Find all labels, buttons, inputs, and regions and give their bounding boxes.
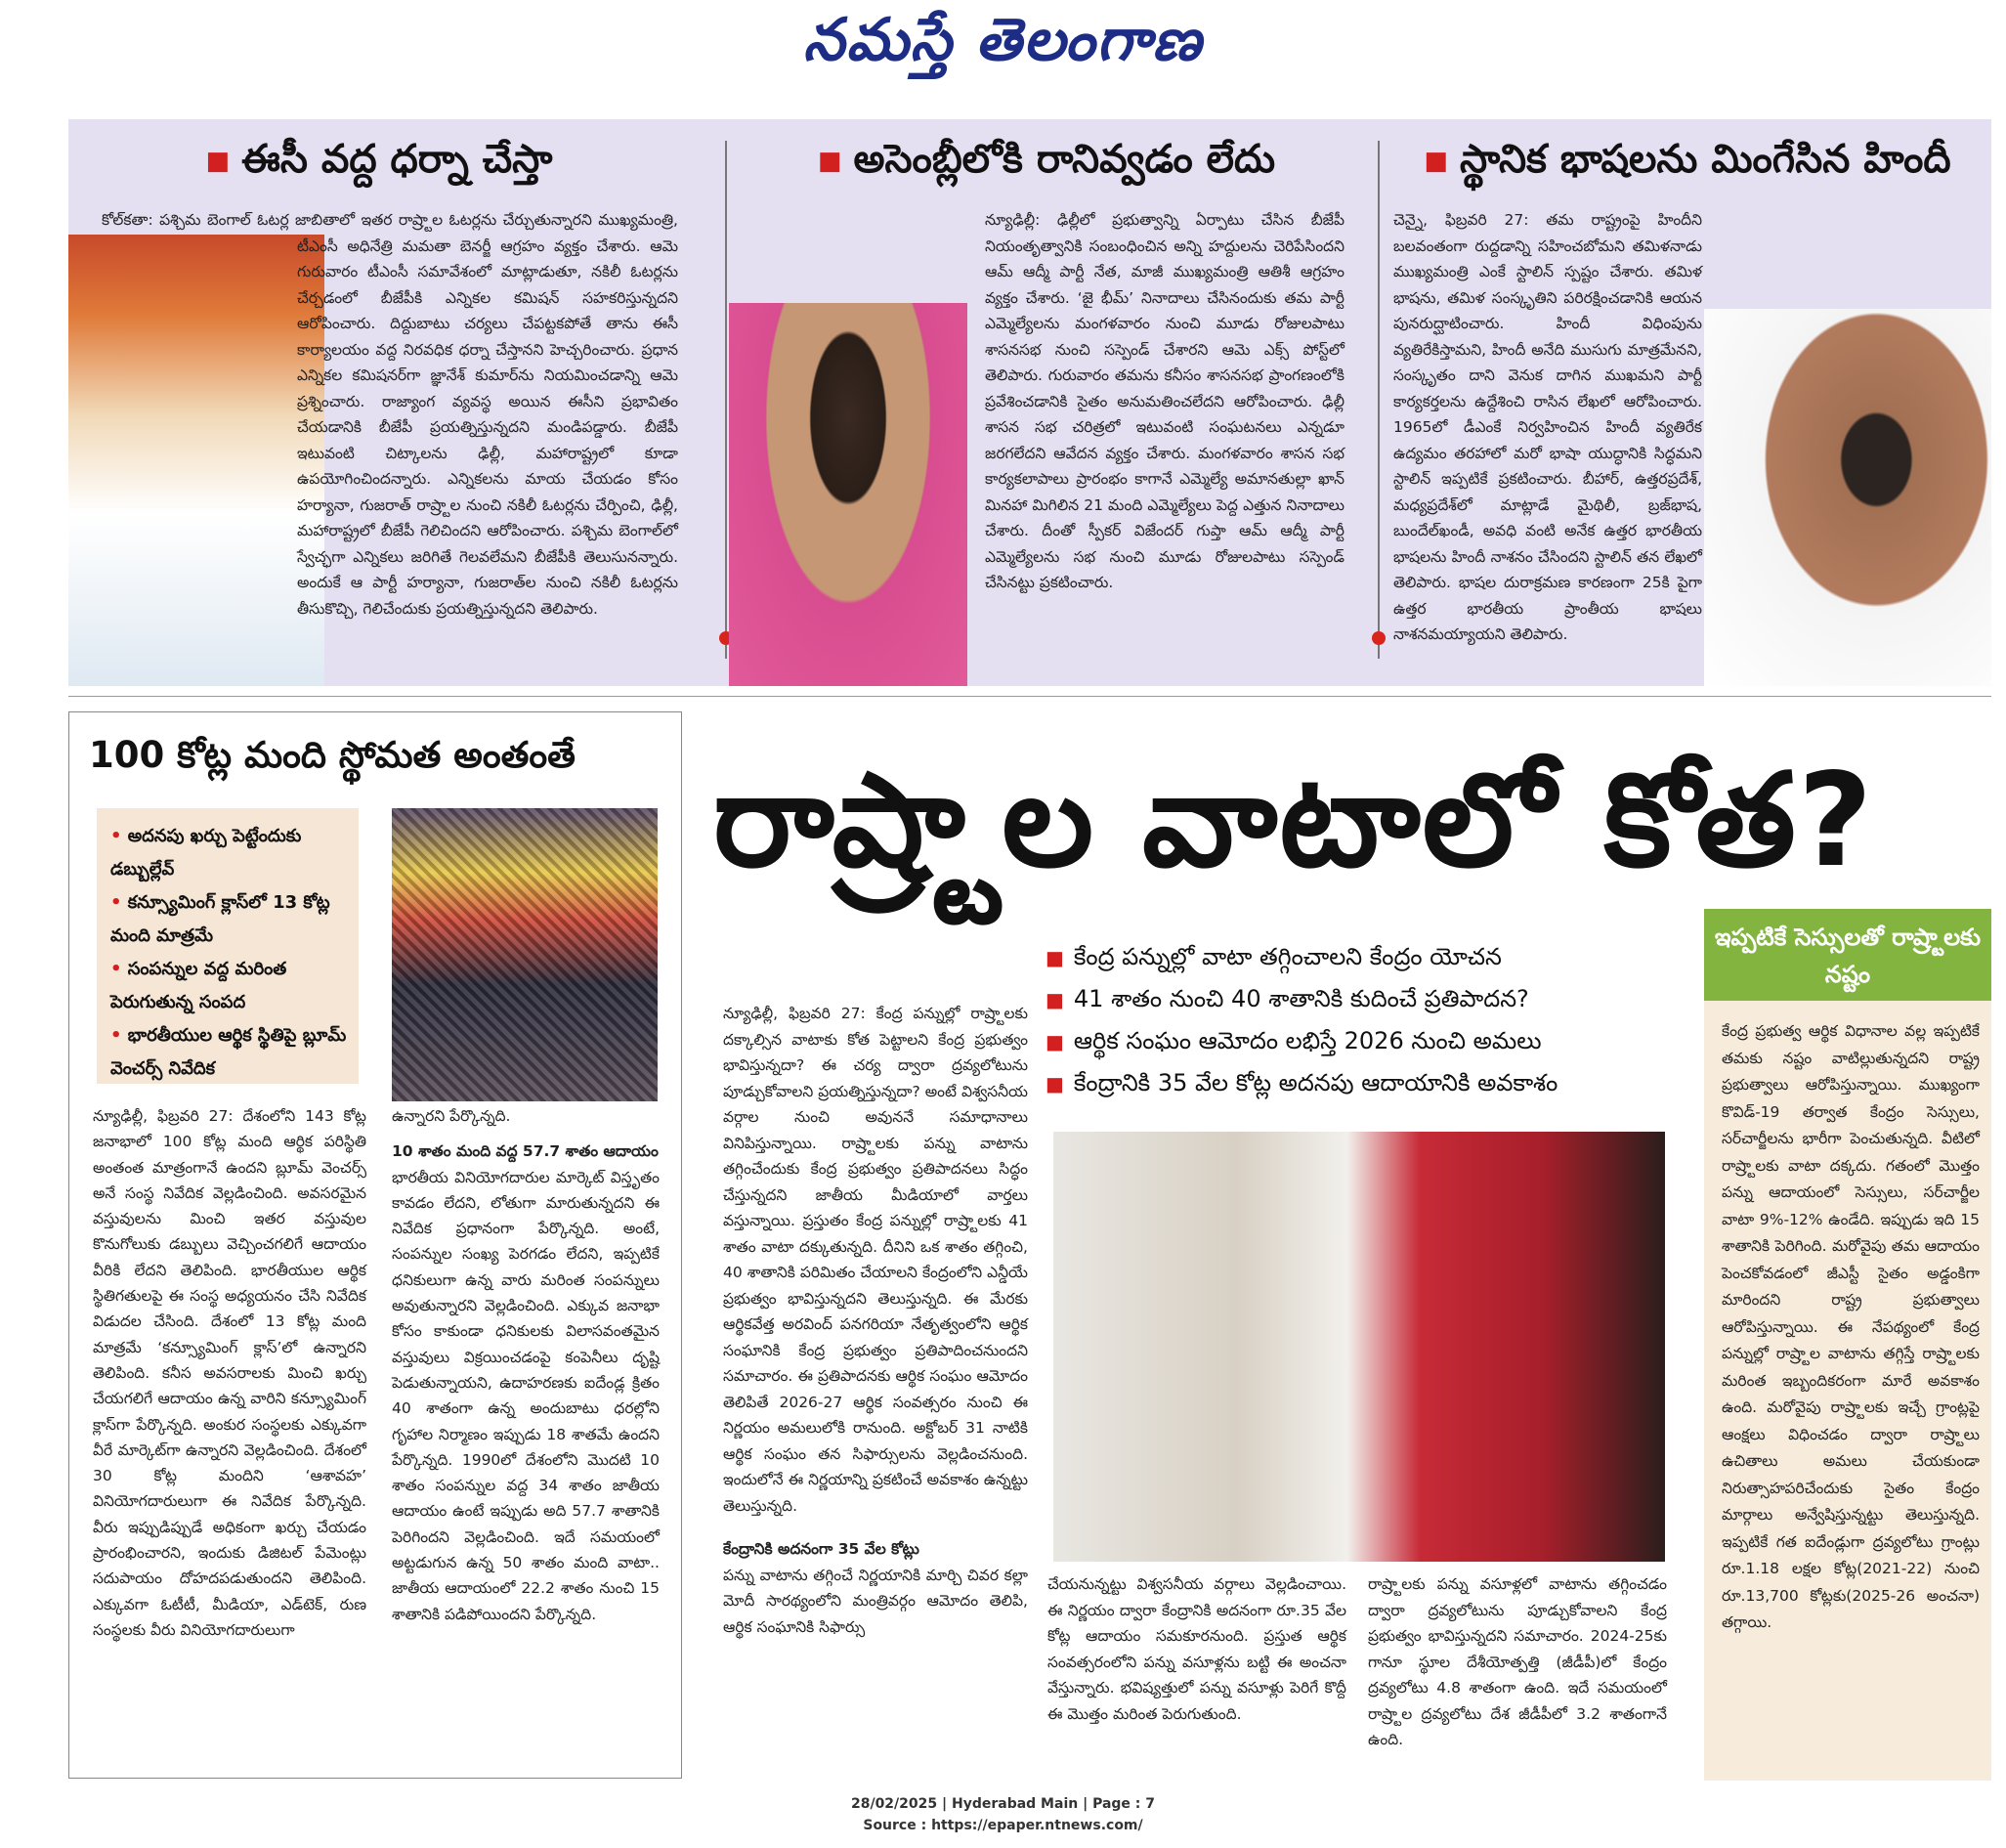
- modi-sitharaman-photo: [1053, 1132, 1665, 1562]
- photo-wrap-spacer: [739, 305, 985, 725]
- main-story-subhead: కేంద్రానికి అదనంగా 35 వేల కోట్లు: [723, 1540, 919, 1558]
- main-headline: రాష్ర్టాల వాటాలో కోత?: [713, 746, 1875, 896]
- top-story-3: [1384, 119, 1991, 686]
- main-story-col2: చేయనున్నట్టు విశ్వసనీయ వర్గాలు వెల్లడించాయి. ఈ నిర్ణయం ద్వారా కేంద్రానికి అదనంగా రూ.35 వేల కోట్ల ఆదాయం సమకూరనుంది. ప్రస్తుత ఆర్థిక సంవత్సరంలోని పన్ను వసూళ్లను బట్టి ఈ అంచనా వేస్తున్నారు. భవిష్యత్తులో పన్ను వసూళ్లు పెరిగే కొద్దీ ఈ మొత్తం మరింత పెరుగుతుంది.: [1047, 1575, 1346, 1723]
- main-story-col1-tail: పన్ను వాటాను తగ్గించే నిర్ణయానికి మార్చి చివర కల్లా మోదీ సారథ్యంలోని మంత్రివర్గం ఆమోదం తెలిపి, ఆర్థిక సంఘానికి సిఫార్సు: [723, 1566, 1028, 1636]
- sidebar-title: ఇప్పటికే సెస్సులతో రాష్ర్టాలకు నష్టం: [1704, 909, 1991, 1001]
- left-story-title: 100 కోట్ల మంది స్థోమత అంతంతే: [89, 734, 576, 776]
- left-story-col2-lead: ఉన్నారని పేర్కొన్నది.: [392, 1107, 511, 1125]
- red-square-icon: ■: [1046, 1072, 1064, 1096]
- page-info: 28/02/2025 | Hyderabad Main | Page : 7: [850, 1796, 1156, 1812]
- highlight-item: • అదనపు ఖర్చు పెట్టేందుకు డబ్బుల్లేవ్: [110, 826, 302, 880]
- red-square-icon: ■: [1046, 1030, 1064, 1053]
- sidebar-body: కేంద్ర ప్రభుత్వ ఆర్థిక విధానాల వల్ల ఇప్పటికే తమకు నష్టం వాటిల్లుతున్నదని రాష్ట్ర ప్రభుత్వాలు ఆరోపిస్తున్నాయి. ముఖ్యంగా కొవిడ్-19 తర్వాత కేంద్రం సెస్సులు, సర్‌చార్జీలను భారీగా పెంచుతున్నది. వీటిలో రాష్ర్టాలకు వాటా దక్కదు. గతంలో మొత్తం పన్ను ఆదాయంలో సెస్సులు, సర్‌చార్జీల వాటా 9%-12% ఉండేది. ఇప్పుడు ఇది 15 శాతానికి పెరిగింది. మరోవైపు తమ ఆదాయం పెంచకోవడంలో జీఎస్టీ సైతం అడ్డంకిగా మారిందని రాష్ట్ర ప్రభుత్వాలు ఆరోపిస్తున్నాయి. ఈ నేపథ్యంలో కేంద్ర పన్నుల్లో రాష్ర్టాల వాటాను తగ్గిస్తే రాష్ర్టాలకు మరింత ఇబ్బందికరంగా మారే అవకాశం ఉంది. మరోవైపు రాష్ర్టాలకు ఇచ్చే గ్రాంట్లపై ఆంక్షలు విధించడం ద్వారా రాష్ర్టాలు ఉచితాలు అమలు చేయకుండా నిరుత్సాహపరిచేందుకు సైతం కేంద్రం మార్గాలు అన్వేషిస్తున్నట్టు తెలుస్తున్నది. ఇప్పటికే గత ఐదేండ్లుగా ద్రవ్యలోటు గ్రాంట్లు రూ.1.18 లక్షల కోట్ల(2021-22) నుంచి రూ.13,700 కోట్లకు(2025-26 అంచనా) తగ్గాయి.: [1722, 1022, 1980, 1631]
- left-story-col2-text: భారతీయ వినియోగదారుల మార్కెట్ విస్తృతం కావడం లేదని, లోతుగా మారుతున్నదని ఈ నివేదిక ప్రధానంగా పేర్కొన్నది. అంటే, సంపన్నుల సంఖ్య పెరగడం లేదని, ఇప్పటికే ధనికులుగా ఉన్న వారు మరింత సంపన్నులు అవుతున్నారని వెల్లడించింది. ఎక్కువ జనాభా కోసం కాకుండా ధనికులకు విలాసవంతమైన వస్తువులు విక్రయించడంపై కంపెనీలు దృష్టి పెడుతున్నాయని, ఉదాహరణకు ఐదేండ్ల క్రితం 40 శాతంగా ఉన్న అందుబాటు ధరల్లోని గృహాల నిర్మాణం ఇప్పుడు 18 శాతమే ఉందని పేర్కొన్నది. 1990లో దేశంలోని మొదటి 10 శాతం సంపన్నుల వద్ద 34 శాతం జాతీయ ఆదాయం ఉంటే ఇప్పుడు అది 57.7 శాతానికి పెరిగిందని వెల్లడించింది. ఇదే సమయంలో అట్టడుగున ఉన్న 50 శాతం మంది వాటా.. జాతీయ ఆదాయంలో 22.2 శాతం నుంచి 15 శాతానికి పడిపోయిందని పేర్కొన్నది.: [392, 1168, 660, 1623]
- sidebar-box: [1704, 909, 1991, 1781]
- main-bullet: ■ ఆర్థిక సంఘం ఆమోదం లభిస్తే 2026 నుంచి అమలు: [1046, 1027, 1542, 1054]
- top-story-3-headline: ■ స్థానిక భాషలను మింగేసిన హిందీ: [1424, 137, 1951, 182]
- red-square-icon: ■: [205, 147, 231, 176]
- column-divider: [1378, 141, 1380, 659]
- highlight-item: • సంపన్నుల వద్ద మరింత పెరుగుతున్న సంపద: [110, 959, 287, 1012]
- top-story-1-body: కోల్‌కతా: పశ్చిమ బెంగాల్ ఓటర్ల జాబితాలో ఇతర రాష్ర్టాల ఓటర్లను చేర్చుతున్నారని ముఖ్యమంత్రి, టీఎంసీ అధినేత్రి మమతా బెనర్జీ ఆగ్రహం వ్యక్తం చేశారు. ఆమె గురువారం టీఎంసీ సమావేశంలో మాట్లాడుతూ, నకిలీ ఓటర్లను చేర్చడంలో బీజేపీకి ఎన్నికల కమిషన్ సహకరిస్తున్నదని ఆరోపించారు. దిద్దుబాటు చర్యలు చేపట్టకపోతే తాను ఈసీ కార్యాలయం వద్ద నిరవధిక ధర్నా చేస్తానని హెచ్చరించారు. ప్రధాన ఎన్నికల కమిషనర్‌గా జ్ఞానేశ్ కుమార్‌ను నియమించడాన్ని ఆమె ప్రశ్నించారు. రాజ్యాంగ వ్యవస్థ అయిన ఈసీని ప్రభావితం చేయడానికి బీజేపీ ప్రయత్నిస్తున్నదని మండిపడ్డారు. బీజేపీ ఇటువంటి చిట్కాలను ఢిల్లీ, మహారాష్ట్రలో కూడా ఉపయోగించిందన్నారు. ఎన్నికలను మాయ చేయడం కోసం హర్యానా, గుజరాత్ రాష్ర్టాల నుంచి నకిలీ ఓటర్లను చేర్పించి, ఢిల్లీ, మహారాష్ట్రలో బీజేపీ గెలిచిందని ఆరోపించారు. పశ్చిమ బెంగాల్‌లో స్వేచ్ఛగా ఎన్నికలు జరిగితే గెలవలేమని బీజేపీకి తెలుసునన్నారు. అందుకే ఆ పార్టీ హర్యానా, గుజరాత్‌ల నుంచి నకిలీ ఓటర్లను తీసుకొచ్చి, గెలిచేందుకు ప్రయత్నిస్తున్నదని తెలిపారు.: [102, 207, 678, 637]
- top-story-2-body: న్యూఢిల్లీ: ఢిల్లీలో ప్రభుత్వాన్ని ఏర్పాటు చేసిన బీజేపీ నియంతృత్వానికి సంబంధించిన అన్ని హద్దులను చెరిపేసిందని ఆమ్ ఆద్మీ పార్టీ నేత, మాజీ ముఖ్యమంత్రి ఆతిశీ ఆగ్రహం వ్యక్తం చేశారు. ‘జై భీమ్’ నినాదాలు చేసినందుకు తమ పార్టీ ఎమ్మెల్యేలను మంగళవారం నుంచి మూడు రోజులపాటు శాసనసభ నుంచి సస్పెండ్ చేశారని ఆమె ఎక్స్ పోస్ట్‌లో తెలిపారు. గురువారం తమను కనీసం శాసనసభ ప్రాంగణంలోకి ప్రవేశించడానికి సైతం అనుమతించలేదని ఆరోపించారు. ఢిల్లీ శాసన సభ చరిత్రలో ఇటువంటి సంఘటనలు ఎన్నడూ జరగలేదని ఆవేదన వ్యక్తం చేశారు. మంగళవారం శాసన సభ కార్యకలాపాలు ప్రారంభం కాగానే ఎమ్మెల్యే అమానతుల్లా ఖాన్ మినహా మిగిలిన 21 మంది ఎమ్మెల్యేలు పెద్ద ఎత్తున నినాదాలు చేశారు. దీంతో స్పీకర్ విజేందర్ గుప్తా ఆమ్ ఆద్మీ పార్టీ ఎమ్మెల్యేలను సభ నుంచి మూడు రోజులపాటు సస్పెండ్ చేసినట్టు ప్రకటించారు.: [739, 207, 1344, 725]
- top-story-2: [729, 119, 1364, 686]
- red-square-icon: ■: [1046, 988, 1064, 1011]
- main-story-col1: [723, 1001, 1028, 1640]
- section-divider: [68, 696, 1991, 697]
- main-bullet: ■ 41 శాతం నుంచి 40 శాతానికి కుదించే ప్రతిపాదన?: [1046, 985, 1529, 1012]
- top-story-2-headline: ■ అసెంబ్లీలోకి రానివ్వడం లేదు: [817, 137, 1276, 182]
- newspaper-masthead: నమస్తే తెలంగాణ: [802, 6, 1204, 74]
- main-story-col3: రాష్ర్టాలకు పన్ను వసూళ్లలో వాటాను తగ్గించడం ద్వారా ద్రవ్యలోటును పూడ్చుకోవాలని కేంద్ర ప్రభుత్వం భావిస్తున్నదని సమాచారం. 2024-25కు గానూ స్థూల దేశీయోత్పత్తి (జీడీపీ)లో కేంద్రం ద్రవ్యలోటు 4.8 శాతంగా ఉంది. ఇదే సమయంలో రాష్ర్టాల ద్రవ్యలోటు దేశ జీడీపీలో 3.2 శాతంగానే ఉంది.: [1368, 1575, 1667, 1748]
- main-bullet: ■ కేంద్రానికి 35 వేల కోట్ల అదనపు ఆదాయానికి అవకాశం: [1046, 1069, 1558, 1096]
- red-square-icon: ■: [1424, 147, 1448, 176]
- top-news-band: [68, 119, 1991, 686]
- source-link[interactable]: Source : https://epaper.ntnews.com/: [863, 1818, 1143, 1833]
- red-square-icon: ■: [817, 147, 842, 176]
- top-story-1-headline: ■ ఈసీ వద్ద ధర్నా చేస్తా: [205, 137, 553, 182]
- left-story-box: [68, 711, 682, 1779]
- top-story-1: [68, 119, 690, 686]
- photo-wrap-spacer: [1702, 305, 1985, 735]
- crowd-photo: [392, 808, 658, 1101]
- left-story-col2: [392, 1103, 660, 1627]
- left-story-subhead: 10 శాతం మంది వద్ద 57.7 శాతం ఆదాయం: [392, 1142, 659, 1161]
- main-bullets: [1046, 936, 1651, 1104]
- top-story-3-body: చెన్నై, ఫిబ్రవరి 27: తమ రాష్ట్రంపై హిందీని బలవంతంగా రుద్దడాన్ని సహించబోమని తమిళనాడు ముఖ్యమంత్రి ఎంకే స్టాలిన్ స్పష్టం చేశారు. తమిళ భాషను, తమిళ సంస్కృతిని పరిరక్షించడానికి ఆయన పునరుద్ఘాటించారు. హిందీ విధింపును వ్యతిరేకిస్తామని, హిందీ అనేది ముసుగు మాత్రమేనని, సంస్కృతం దాని వెనుక దాగిన ముఖమని పార్టీ కార్యకర్తలను ఉద్దేశించి రాసిన లేఖలో ఆరోపించారు. 1965లో డీఎంకే నిర్వహించిన హిందీ వ్యతిరేక ఉద్యమం తరహాలో మరో భాషా యుద్ధానికి సిద్ధమని స్టాలిన్ ఇప్పటికే ప్రకటించారు. బీహార్, ఉత్తరప్రదేశ్, మధ్యప్రదేశ్‌లో మాట్లాడే మైథిలీ, బ్రజ్‌భాష, బుందేల్‌ఖండీ, అవధి వంటి అనేక ఉత్తర భారతీయ భాషలను హిందీ నాశనం చేసిందని స్టాలిన్ తన లేఖలో తెలిపారు. భాషల దురాక్రమణ కారణంగా 25కి పైగా ఉత్తర భారతీయ ప్రాంతీయ భాషలు నాశనమయ్యాయని తెలిపారు.: [1393, 207, 1985, 735]
- highlight-item: • కన్స్యూమింగ్ క్లాస్‌లో 13 కోట్ల మంది మాత్రమే: [110, 892, 330, 946]
- photo-wrap-spacer: [102, 207, 297, 637]
- main-story-col1-text: న్యూఢిల్లీ, ఫిబ్రవరి 27: కేంద్ర పన్నుల్లో రాష్ర్టాలకు దక్కాల్సిన వాటాకు కోత పెట్టాలని కేంద్ర ప్రభుత్వం భావిస్తున్నదా? ఈ చర్య ద్వారా ద్రవ్యలోటును పూడ్చుకోవాలని ప్రయత్నిస్తున్నదా? అంటే విశ్వసనీయ వర్గాల నుంచి అవుననే సమాధానాలు వినిపిస్తున్నాయి. రాష్ర్టాలకు పన్ను వాటాను తగ్గించేందుకు కేంద్ర ప్రభుత్వం ప్రతిపాదనలు సిద్ధం చేస్తున్నదని జాతీయ మీడియాలో వార్తలు వస్తున్నాయి. ప్రస్తుతం కేంద్ర పన్నుల్లో రాష్ర్టాలకు 41 శాతం వాటా దక్కుతున్నది. దీనిని ఒక శాతం తగ్గించి, 40 శాతానికి పరిమితం చేయాలని కేంద్రంలోని ఎన్డీయే ప్రభుత్వం భావిస్తున్నదని తెలుస్తున్నది. ఈ మేరకు ఆర్థికవేత్త అరవింద్ పనగరియా నేతృత్వంలోని ఆర్థిక సంఘానికి కేంద్ర ప్రభుత్వం ప్రతిపాదించనుందని సమాచారం. ఈ ప్రతిపాదనకు ఆర్థిక సంఘం ఆమోదం తెలిపితే 2026-27 ఆర్థిక సంవత్సరం నుంచి ఈ నిర్ణయం అమలులోకి రానుంది. అక్టోబర్ 31 నాటికి ఆర్థిక సంఘం తన సిఫార్సులను వెల్లడించనుంది. ఇందులోనే ఈ నిర్ణయాన్ని ప్రకటించే అవకాశం ఉన్నట్టు తెలుస్తున్నది.: [723, 1005, 1028, 1515]
- highlights-box: [97, 808, 359, 1084]
- main-bullet: ■ కేంద్ర పన్నుల్లో వాటా తగ్గించాలని కేంద్రం యోచన: [1046, 943, 1502, 970]
- column-divider: [725, 141, 727, 659]
- left-story-col1: న్యూఢిల్లీ, ఫిబ్రవరి 27: దేశంలోని 143 కోట్ల జనాభాలో 100 కోట్ల మంది ఆర్థిక పరిస్థితి అంతంత మాత్రంగానే ఉందని బ్లూమ్ వెంచర్స్ అనే సంస్థ నివేదిక వెల్లడించింది. అవసరమైన వస్తువులను మించి ఇతర వస్తువుల కొనుగోలుకు డబ్బులు వెచ్చించగలిగే ఆదాయం వీరికి లేదని తెలిపింది. భారతీయుల ఆర్థిక స్థితిగతులపై ఈ సంస్థ అధ్యయనం చేసి నివేదిక విడుదల చేసింది. దేశంలో 13 కోట్ల మంది మాత్రమే ‘కన్స్యూమింగ్ క్లాస్’లో ఉన్నారని తెలిపింది. కనీస అవసరాలకు మించి ఖర్చు చేయగలిగే ఆదాయం ఉన్న వారిని కన్స్యూమింగ్ క్లాస్‌గా పేర్కొన్నది. అంకుర సంస్థలకు ఎక్కువగా వీరే మార్కెట్‌గా ఉన్నారని వెల్లడించింది. దేశంలో 30 కోట్ల మందిని ‘ఆశావహ’ వినియోగదారులుగా ఈ నివేదిక పేర్కొన్నది. వీరు ఇప్పుడిప్పుడే అధికంగా ఖర్చు చేయడం ప్రారంభించారని, ఇందుకు డిజిటల్ పేమెంట్లు సదుపాయం దోహదపడుతుందని తెలిపింది. ఎక్కువగా ఓటీటీ, మీడియా, ఎడ్‌టెక్, రుణ సంస్థలకు వీరు వినియోగదారులుగా: [93, 1107, 366, 1639]
- highlight-item: • భారతీయుల ఆర్థిక స్థితిపై బ్లూమ్ వెంచర్స్ నివేదిక: [110, 1025, 347, 1079]
- red-square-icon: ■: [1046, 946, 1064, 969]
